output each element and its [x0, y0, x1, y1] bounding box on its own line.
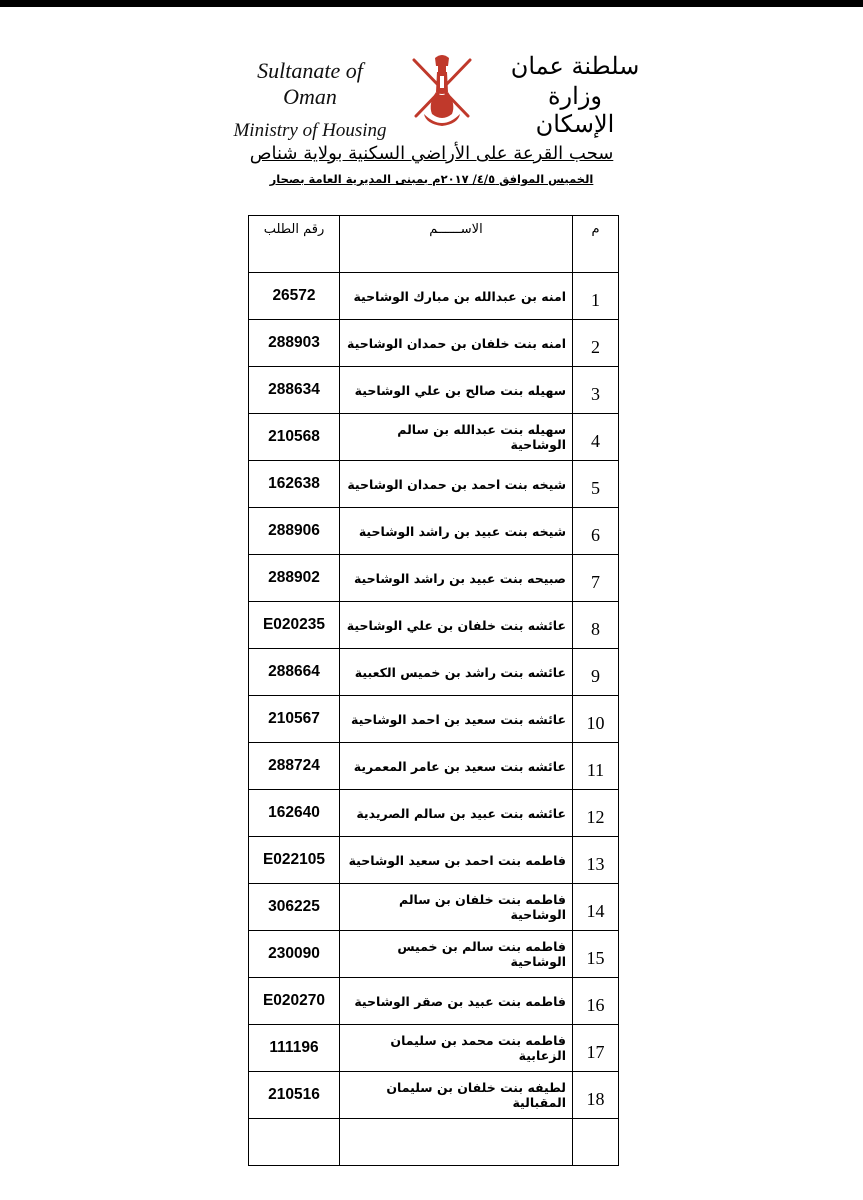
row-number: 18	[573, 1072, 619, 1119]
row-number: 16	[573, 978, 619, 1025]
table-row	[249, 696, 619, 743]
table-row	[249, 367, 619, 414]
row-number: 12	[573, 790, 619, 837]
row-number: 4	[573, 414, 619, 461]
application-number: 111196	[249, 1025, 340, 1072]
ministry-name-en: Ministry of Housing	[233, 120, 387, 141]
table-row	[249, 1072, 619, 1119]
applicant-name: فاطمه بنت خلفان بن سالم الوشاحية	[340, 884, 573, 931]
sultanate-name-en: Sultanate of Oman	[257, 58, 363, 109]
application-number: 210568	[249, 414, 340, 461]
applicant-name: فاطمه بنت سالم بن خميس الوشاحية	[340, 931, 573, 978]
application-number: 230090	[249, 931, 340, 978]
empty-cell	[573, 1119, 619, 1166]
header-application-number: رقم الطلب	[249, 216, 340, 273]
header-arabic	[505, 52, 645, 138]
header-number: م	[573, 216, 619, 273]
row-number: 13	[573, 837, 619, 884]
row-number: 2	[573, 320, 619, 367]
row-number: 14	[573, 884, 619, 931]
table-row	[249, 508, 619, 555]
row-number: 15	[573, 931, 619, 978]
application-number: E020235	[249, 602, 340, 649]
row-number: 7	[573, 555, 619, 602]
application-number: E022105	[249, 837, 340, 884]
applicant-name: سهيله بنت صالح بن علي الوشاحية	[340, 367, 573, 414]
document-subtitle	[200, 172, 663, 186]
table-row	[249, 414, 619, 461]
application-number: 210516	[249, 1072, 340, 1119]
application-number: 288724	[249, 743, 340, 790]
application-number: 162640	[249, 790, 340, 837]
ministry-name-ar: وزارة الإسكان	[535, 82, 615, 138]
row-number: 9	[573, 649, 619, 696]
application-number: 210567	[249, 696, 340, 743]
row-number: 3	[573, 367, 619, 414]
empty-cell	[340, 1119, 573, 1166]
document-subtitle-text: الخميس الموافق ٤/٥/ ٢٠١٧م بمبنى المديرية العامة بصحار	[269, 172, 594, 186]
applicant-name: امنه بن عبدالله بن مبارك الوشاحية	[340, 273, 573, 320]
applicant-name: سهيله بنت عبدالله بن سالم الوشاحية	[340, 414, 573, 461]
table-row	[249, 555, 619, 602]
row-number: 8	[573, 602, 619, 649]
applicant-name: عائشه بنت سعيد بن عامر المعمرية	[340, 743, 573, 790]
applicant-name: لطيفه بنت خلفان بن سليمان المقبالية	[340, 1072, 573, 1119]
table-trailing-row	[249, 1119, 619, 1166]
applicant-name: فاطمه بنت عبيد بن صقر الوشاحية	[340, 978, 573, 1025]
applicant-name: عائشه بنت راشد بن خميس الكعبية	[340, 649, 573, 696]
applicant-name: صبيحه بنت عبيد بن راشد الوشاحية	[340, 555, 573, 602]
application-number: 26572	[249, 273, 340, 320]
document-title	[200, 143, 663, 164]
table-body	[249, 273, 619, 1166]
results-table	[248, 215, 619, 1166]
sultanate-name-ar: سلطنة عمان	[510, 52, 640, 80]
application-number: 288906	[249, 508, 340, 555]
applicant-name: امنه بنت خلفان بن حمدان الوشاحية	[340, 320, 573, 367]
document-title-text: سحب القرعة على الأراضي السكنية بولاية شناص	[249, 143, 614, 164]
header-english	[230, 58, 390, 142]
application-number: E020270	[249, 978, 340, 1025]
applicant-name: عائشه بنت خلفان بن علي الوشاحية	[340, 602, 573, 649]
applicant-name: شيخه بنت عبيد بن راشد الوشاحية	[340, 508, 573, 555]
header-name: الاســــــم	[340, 216, 573, 273]
applicant-name: فاطمه بنت احمد بن سعيد الوشاحية	[340, 837, 573, 884]
row-number: 17	[573, 1025, 619, 1072]
table-row	[249, 461, 619, 508]
table-row	[249, 837, 619, 884]
table-row	[249, 649, 619, 696]
application-number: 288664	[249, 649, 340, 696]
table-row	[249, 1025, 619, 1072]
applicant-name: عائشه بنت سعيد بن احمد الوشاحية	[340, 696, 573, 743]
table-header-row	[249, 216, 619, 273]
oman-national-emblem-icon	[402, 52, 482, 130]
applicant-name: عائشه بنت عبيد بن سالم الصريدية	[340, 790, 573, 837]
applicant-name: شيخه بنت احمد بن حمدان الوشاحية	[340, 461, 573, 508]
table-row	[249, 602, 619, 649]
row-number: 5	[573, 461, 619, 508]
application-number: 288903	[249, 320, 340, 367]
row-number: 1	[573, 273, 619, 320]
row-number: 11	[573, 743, 619, 790]
empty-cell	[249, 1119, 340, 1166]
table-row	[249, 320, 619, 367]
table-row	[249, 790, 619, 837]
row-number: 10	[573, 696, 619, 743]
table-row	[249, 884, 619, 931]
table-row	[249, 931, 619, 978]
application-number: 306225	[249, 884, 340, 931]
table-row	[249, 743, 619, 790]
applicant-name: فاطمه بنت محمد بن سليمان الزعابية	[340, 1025, 573, 1072]
row-number: 6	[573, 508, 619, 555]
application-number: 162638	[249, 461, 340, 508]
application-number: 288902	[249, 555, 340, 602]
top-border-bar	[0, 0, 863, 7]
application-number: 288634	[249, 367, 340, 414]
table-row	[249, 273, 619, 320]
table-row	[249, 978, 619, 1025]
